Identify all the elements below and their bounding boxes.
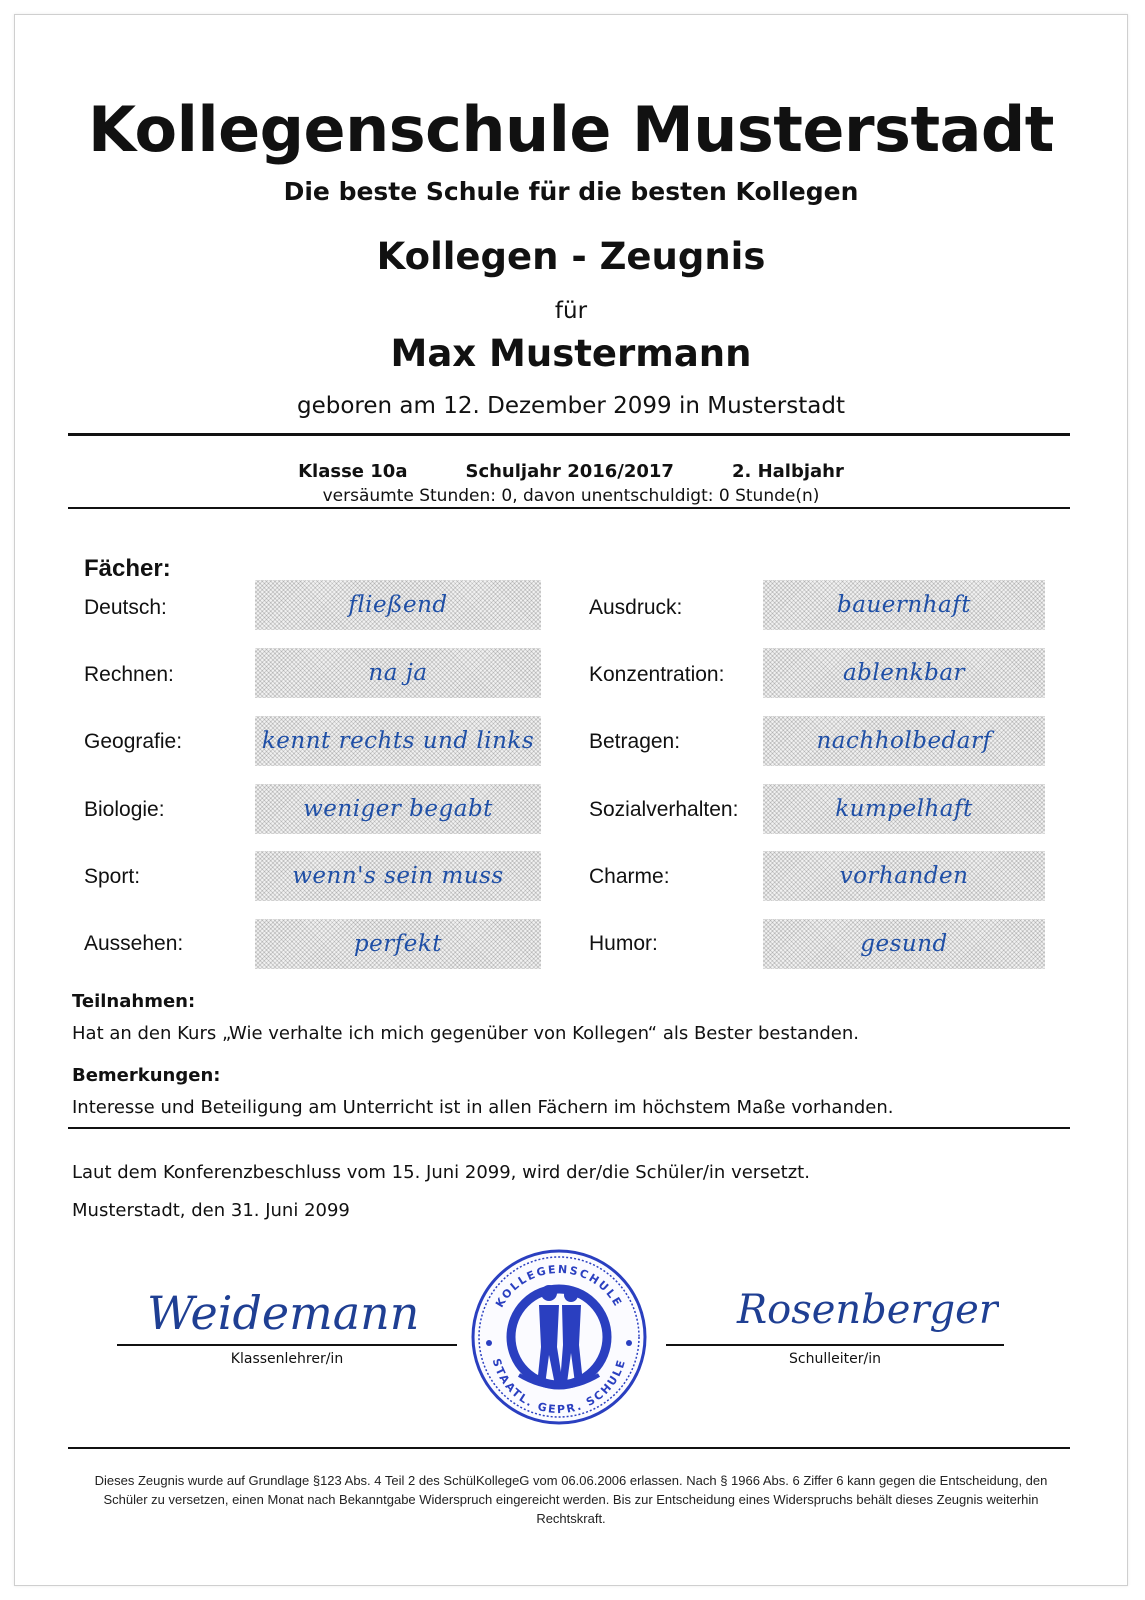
subject-label-charme: Charme: [589,865,670,888]
teacher-signature-text: Weidemann [147,1286,420,1340]
remarks-text: Interesse und Beteiligung am Unterricht ist in allen Fächern im höchstem Maße vorhanden. [72,1097,894,1118]
grade-box-biologie [255,784,541,834]
participation-text: Hat an den Kurs „Wie verhalte ich mich gegenüber von Kollegen“ als Bester bestanden. [72,1023,860,1044]
teacher-signature [143,1273,453,1345]
divider-top [68,433,1070,436]
grade-value-deutsch: fließend [348,592,448,618]
principal-signature-text: Rosenberger [737,1287,998,1333]
subject-label-biologie: Biologie: [84,798,165,821]
grade-value-sozialverhalten: kumpelhaft [835,796,973,822]
conference-decision: Laut dem Konferenzbeschluss vom 15. Juni 2099, wird der/die Schüler/in versetzt. [72,1162,810,1183]
seal-top-text: KOLLEGENSCHULE [493,1262,625,1310]
grade-box-betragen [763,716,1045,766]
teacher-caption: Klassenlehrer/in [230,1351,344,1367]
grade-value-konzentration: ablenkbar [842,660,966,686]
term-label: 2. Halbjahr [731,461,844,482]
grade-box-ausdruck [763,580,1045,630]
participation-heading: Teilnahmen: [72,991,196,1012]
document-title: Kollegen - Zeugnis [376,235,766,278]
subject-label-aussehen: Aussehen: [84,932,184,955]
grade-value-humor: gesund [860,931,948,957]
class-info-row [15,461,1127,482]
subject-label-konzentration: Konzentration: [589,663,725,686]
divider-remarks [68,1127,1070,1129]
grade-value-aussehen: perfekt [353,931,443,957]
birth-line: geboren am 12. Dezember 2099 in Musterstadt [297,393,845,419]
grade-box-aussehen [255,919,541,969]
grade-box-rechnen [255,648,541,698]
grade-value-biologie: weniger begabt [303,796,493,822]
principal-caption: Schulleiter/in [789,1351,881,1367]
divider-class [68,507,1070,509]
student-name: Max Mustermann [390,332,752,375]
divider-footer [68,1447,1070,1449]
certificate-page [14,14,1128,1586]
grade-value-betragen: nachholbedarf [816,728,992,754]
class-label: Klasse 10a [298,461,408,482]
school-year: Schuljahr 2016/2017 [465,461,674,482]
subject-label-humor: Humor: [589,932,658,955]
subject-label-rechnen: Rechnen: [84,663,174,686]
remarks-heading: Bemerkungen: [72,1065,221,1086]
grade-box-sozialverhalten [763,784,1045,834]
principal-signature [719,1271,999,1343]
grade-box-humor [763,919,1045,969]
grade-box-deutsch [255,580,541,630]
subject-label-ausdruck: Ausdruck: [589,596,683,619]
grade-value-charme: vorhanden [839,863,969,889]
absence-line: versäumte Stunden: 0, davon unentschuldigt: 0 Stunde(n) [322,486,820,506]
school-motto: Die beste Schule für die besten Kollegen [283,177,859,206]
grade-box-geografie [255,716,541,766]
subject-label-geografie: Geografie: [84,730,183,753]
teacher-signature-line [117,1344,457,1346]
legal-footer: Dieses Zeugnis wurde auf Grundlage §123 Abs. 4 Teil 2 des SchülKollegeG vom 06.06.2006 erlassen. Nach § 1966 Abs. 6 Ziffer 6 kann gegen die Entscheidung, den Schüler zu versetzen, einen Monat nach Bekanntgabe Widerspruch eingereicht werden. Bis zur Entscheidung eines Widerspruchs behält dieses Zeugnis weiterhin Rechtskraft. [94,1473,1048,1526]
subject-label-betragen: Betragen: [589,730,681,753]
subject-label-deutsch: Deutsch: [84,596,167,619]
grade-value-rechnen: na ja [368,660,428,686]
subjects-heading: Fächer: [84,555,171,582]
grade-box-konzentration [763,648,1045,698]
grade-box-charme [763,851,1045,901]
place-date: Musterstadt, den 31. Juni 2099 [72,1200,350,1221]
school-name: Kollegenschule Musterstadt [88,93,1054,166]
principal-signature-line [666,1344,1004,1346]
grade-value-sport: wenn's sein muss [292,863,504,889]
subject-label-sozialverhalten: Sozialverhalten: [589,798,739,821]
grade-box-sport [255,851,541,901]
school-seal [469,1247,649,1427]
for-word: für [554,298,588,324]
subject-label-sport: Sport: [84,865,141,888]
grade-value-geografie: kennt rechts und links [261,728,535,754]
seal-bottom-text: STAATL. GEPR. SCHULE [489,1356,629,1417]
grade-value-ausdruck: bauernhaft [837,592,971,618]
